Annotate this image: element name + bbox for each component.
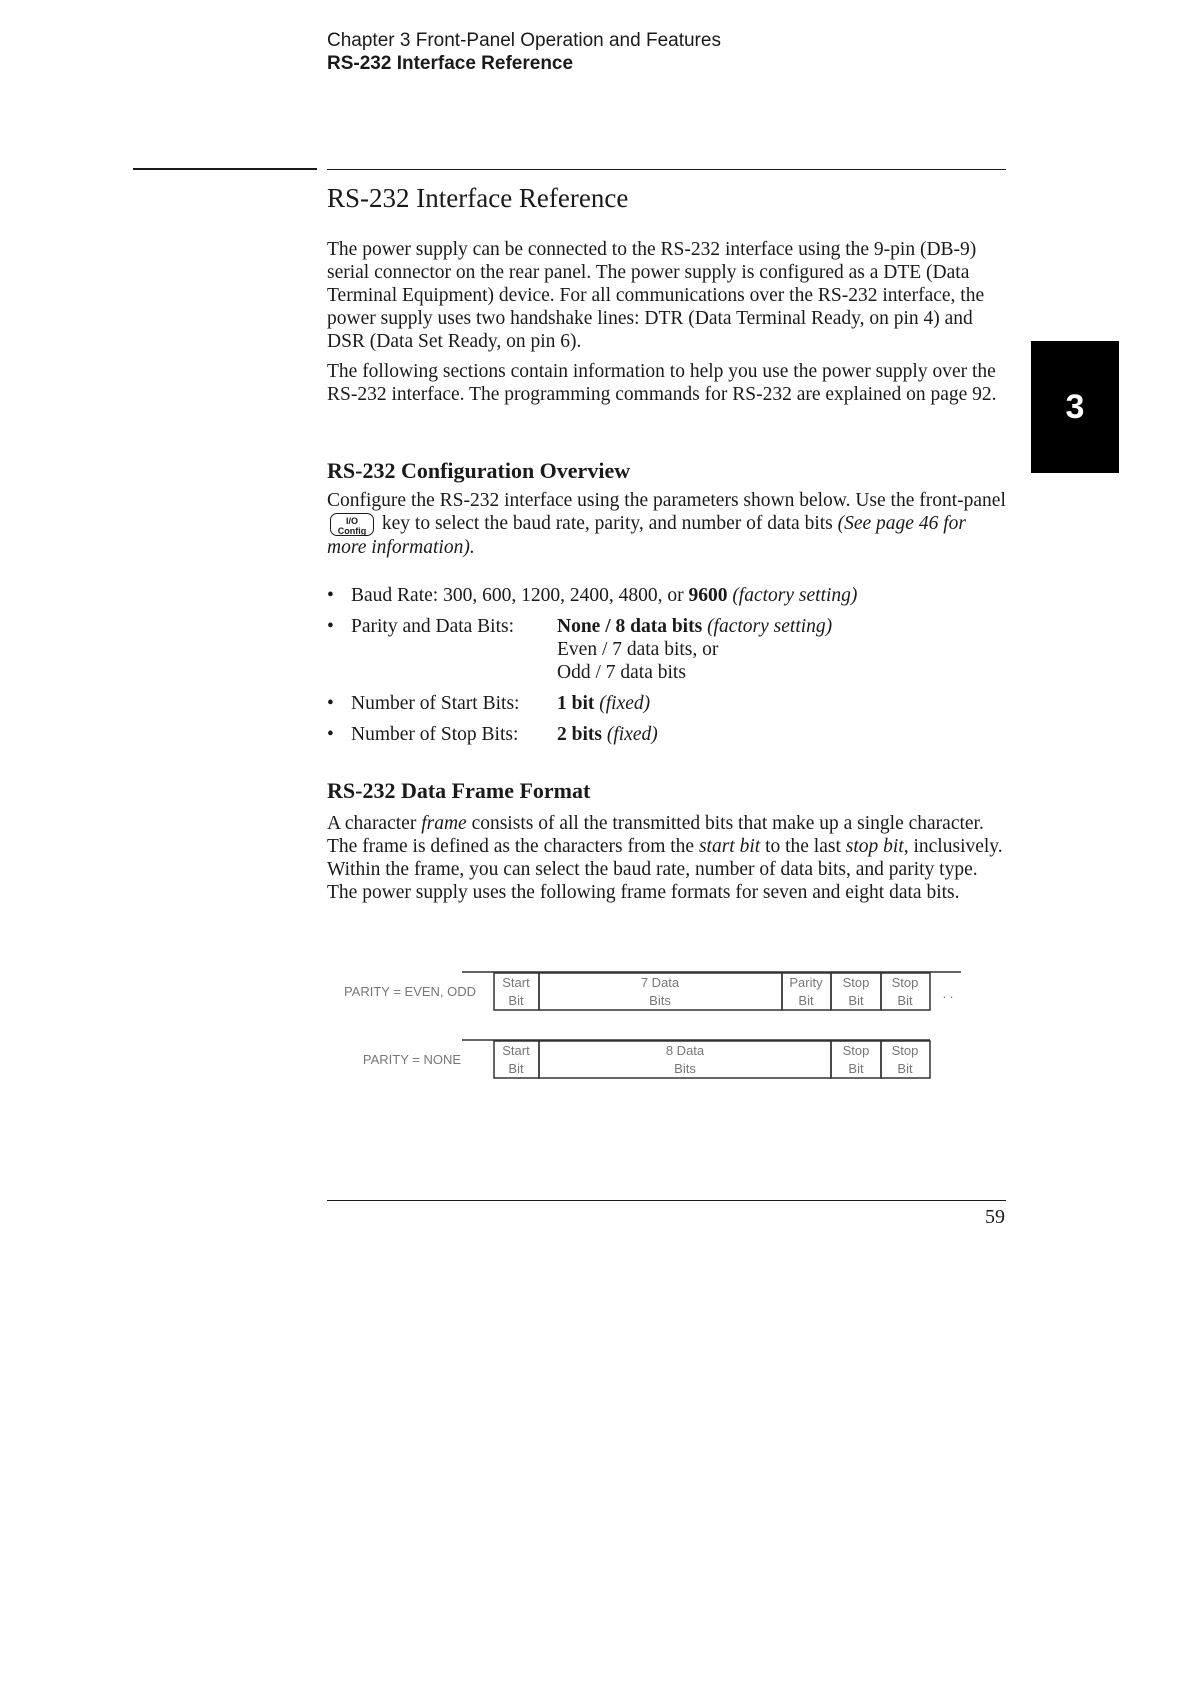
cell-text: Stop xyxy=(842,1043,870,1058)
cell-text: Bit xyxy=(798,993,814,1008)
config-bullet-list xyxy=(327,584,1027,754)
cell-text: Stop xyxy=(891,975,919,990)
parity-option-even: Even / 7 data bits, or xyxy=(557,639,719,660)
row1-label: PARITY = EVEN, ODD xyxy=(343,984,477,999)
parity-default: None / 8 data bits xyxy=(557,616,703,637)
frame-term-frame: frame xyxy=(421,813,467,834)
cell-text: 7 Data xyxy=(640,975,680,990)
cell-text: Bits xyxy=(649,993,671,1008)
header-rule-right xyxy=(327,169,1006,170)
cell-text: Bit xyxy=(848,993,864,1008)
parity-note: (factory setting) xyxy=(707,616,833,637)
start-bits-note: (fixed) xyxy=(599,693,651,714)
row1-ellipsis: . . xyxy=(942,986,954,1001)
baud-label: Baud Rate: 300, 600, 1200, 2400, 4800, or xyxy=(351,585,689,606)
page-title: RS-232 Interface Reference xyxy=(327,183,629,213)
config-text-after-key: key to select the baud rate, parity, and number of data bits xyxy=(381,513,833,534)
cell-text: 8 Data xyxy=(665,1043,705,1058)
stop-bits-note: (fixed) xyxy=(606,724,658,745)
frame-term-stop-bit: stop bit xyxy=(845,836,904,857)
bullet-baud-rate xyxy=(327,584,1027,607)
frame-text: , inclusively. Within the frame, you can select the baud rate, number of data bits, and parity type. The power supply uses the following frame formats for seven and eight data bits. xyxy=(327,836,1003,903)
bullet-dot: • xyxy=(327,724,334,745)
frame-paragraph xyxy=(327,812,1007,904)
cell-text: Bit xyxy=(897,993,913,1008)
key-label-top: I/O xyxy=(345,516,358,526)
frame-text: A character xyxy=(327,813,422,834)
frame-term-start-bit: start bit xyxy=(698,836,761,857)
bullet-dot: • xyxy=(327,616,334,637)
cell-text: Bits xyxy=(674,1061,696,1076)
stop-bits-value: 2 bits xyxy=(557,724,602,745)
intro-paragraph-1: The power supply can be connected to the RS-232 interface using the 9-pin (DB-9) serial connector on the rear panel. The power supply is configured as a DTE (Data Terminal Equipment) device. For all communications over the RS-232 interface, the power supply uses two handshake lines: DTR (Data Terminal Ready, on pin 4) and DSR (Data Set Ready, on pin 6). xyxy=(327,239,985,352)
cell-text: Bit xyxy=(508,993,524,1008)
chapter-tab: 3 xyxy=(1031,341,1119,473)
config-text-before-key: Configure the RS-232 interface using the parameters shown below. Use the front-panel xyxy=(327,490,1006,511)
intro-paragraph-2: The following sections contain information to help you use the power supply over the RS-232 interface. The programming commands for RS-232 are explained on page 92. xyxy=(327,361,997,405)
page-number: 59 xyxy=(985,1206,1005,1228)
key-label-bottom: Config xyxy=(337,526,367,536)
start-bits-label: Number of Start Bits: xyxy=(351,693,520,714)
frame-text: to the last xyxy=(760,836,846,857)
baud-note: (factory setting) xyxy=(732,585,858,606)
baud-default: 9600 xyxy=(688,585,728,606)
io-config-key-icon xyxy=(330,513,374,536)
frame-heading: RS-232 Data Frame Format xyxy=(327,778,591,803)
footer-rule xyxy=(327,1200,1006,1201)
parity-label: Parity and Data Bits: xyxy=(351,616,515,637)
cell-text: Parity xyxy=(789,975,823,990)
stop-bits-label: Number of Stop Bits: xyxy=(351,724,519,745)
cell-text: Stop xyxy=(842,975,870,990)
cell-text: Bit xyxy=(848,1061,864,1076)
cell-text: Bit xyxy=(897,1061,913,1076)
bullet-dot: • xyxy=(327,585,334,606)
cell-text: Bit xyxy=(508,1061,524,1076)
row2-label: PARITY = NONE xyxy=(362,1052,462,1067)
cell-text: Stop xyxy=(891,1043,919,1058)
bullet-parity xyxy=(327,615,1027,684)
frame-text: consists of all the transmitted bits that make up a single character. The frame is defined as the characters from the xyxy=(327,813,984,857)
header-rule-left xyxy=(133,168,317,170)
running-header-section: RS-232 Interface Reference xyxy=(327,53,574,74)
running-header-chapter: Chapter 3 Front-Panel Operation and Features xyxy=(327,30,721,51)
config-heading: RS-232 Configuration Overview xyxy=(327,458,631,483)
parity-option-odd: Odd / 7 data bits xyxy=(557,662,686,683)
data-frame-diagram xyxy=(327,962,977,1092)
cell-text: Start xyxy=(502,1043,530,1058)
bullet-stop-bits xyxy=(327,723,1027,746)
bullet-dot: • xyxy=(327,693,334,714)
config-paragraph xyxy=(327,489,1007,559)
start-bits-value: 1 bit xyxy=(557,693,595,714)
bullet-start-bits xyxy=(327,692,1027,715)
cell-text: Start xyxy=(502,975,530,990)
config-see-page: (See page 46 for more information). xyxy=(327,513,966,558)
